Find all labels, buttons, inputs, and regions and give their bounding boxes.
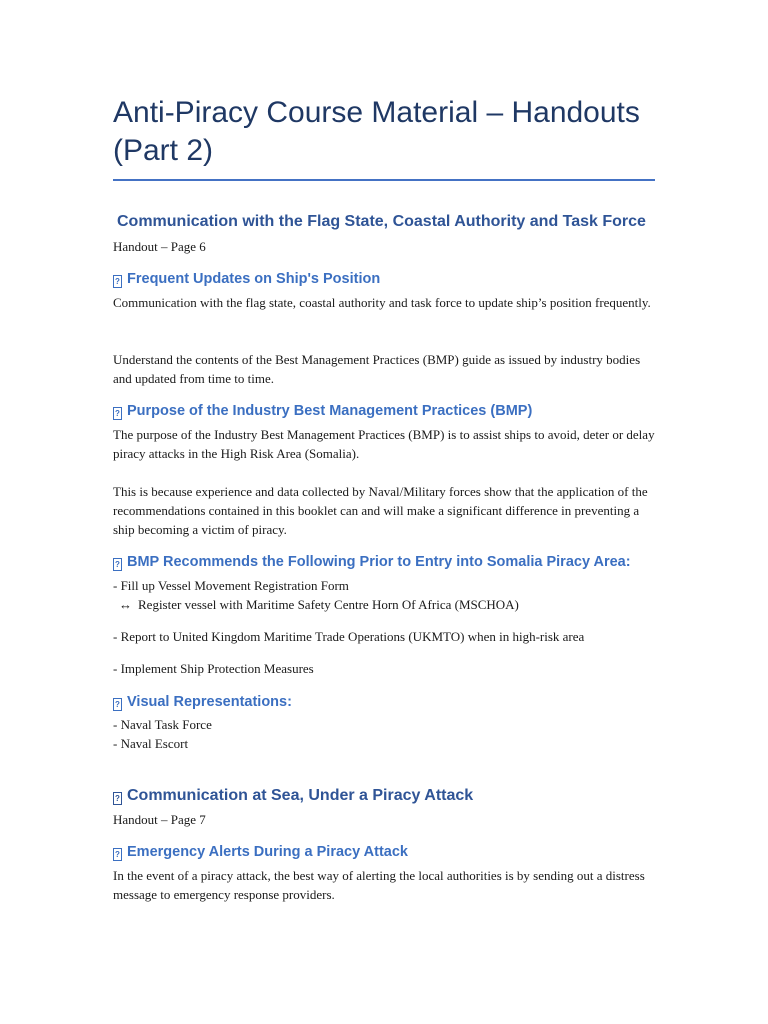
missing-glyph-icon: ? [113, 407, 122, 420]
missing-glyph-icon: ? [113, 558, 122, 571]
subheading-bmp-recommends [113, 554, 631, 571]
handout-page-6: Handout – Page 6 [113, 239, 206, 254]
document-title: Anti-Piracy Course Material – Handouts (Part 2) [113, 96, 640, 167]
list-subitem-register-mschoa [119, 595, 519, 614]
list-item-report-ukmto: - Report to United Kingdom Maritime Trade Operations (UKMTO) when in high-risk area [113, 629, 585, 644]
missing-glyph-icon: ? [113, 698, 122, 711]
section-heading-flag-state: Communication with the Flag State, Coastal Authority and Task Force [117, 213, 646, 230]
missing-glyph-icon: ? [113, 792, 122, 805]
list-item-naval-escort: - Naval Escort [113, 736, 189, 751]
paragraph-understand-bmp: Understand the contents of the Best Management Practices (BMP) guide as issued by industry bodies and updated from time to time. [113, 352, 641, 386]
subheading-frequent-updates-label: Frequent Updates on Ship's Position [127, 271, 381, 287]
subheading-emergency-alerts [113, 844, 408, 861]
list-item-naval-task-force: - Naval Task Force [113, 717, 212, 732]
subheading-visual-representations-label: Visual Representations: [127, 694, 292, 710]
section-heading-communication-at-sea [113, 787, 473, 805]
subheading-frequent-updates [113, 271, 380, 288]
paragraph-distress-message: In the event of a piracy attack, the best way of alerting the local authorities is by sending out a distress message to emergency response providers. [113, 868, 645, 902]
subheading-emergency-alerts-label: Emergency Alerts During a Piracy Attack [127, 844, 408, 860]
subheading-bmp-recommends-label: BMP Recommends the Following Prior to Entry into Somalia Piracy Area: [127, 554, 631, 570]
list-item-registration-form: - Fill up Vessel Movement Registration Form [113, 578, 349, 593]
title-underline [113, 179, 655, 181]
paragraph-experience-data: This is because experience and data collected by Naval/Military forces show that the application of the recommendations contained in this booklet can and will make a significant difference in preventing a ship becoming a victim of piracy. [113, 484, 648, 537]
list-subitem-register-mschoa-label: Register vessel with Maritime Safety Centre Horn Of Africa (MSCHOA) [138, 597, 519, 612]
arrow-marker-icon: ↔ [119, 597, 132, 612]
missing-glyph-icon: ? [113, 275, 122, 288]
section-heading-communication-at-sea-label: Communication at Sea, Under a Piracy Attack [127, 787, 474, 804]
list-item-protection-measures: - Implement Ship Protection Measures [113, 661, 314, 676]
handout-page-7: Handout – Page 7 [113, 812, 206, 827]
paragraph-update-position: Communication with the flag state, coastal authority and task force to update ship’s position frequently. [113, 295, 651, 310]
subheading-purpose-bmp [113, 403, 532, 420]
subheading-purpose-bmp-label: Purpose of the Industry Best Management Practices (BMP) [127, 403, 533, 419]
paragraph-bmp-purpose: The purpose of the Industry Best Management Practices (BMP) is to assist ships to avoid, deter or delay piracy attacks in the High Risk Area (Somalia). [113, 427, 655, 461]
missing-glyph-icon: ? [113, 848, 122, 861]
subheading-visual-representations [113, 694, 292, 711]
